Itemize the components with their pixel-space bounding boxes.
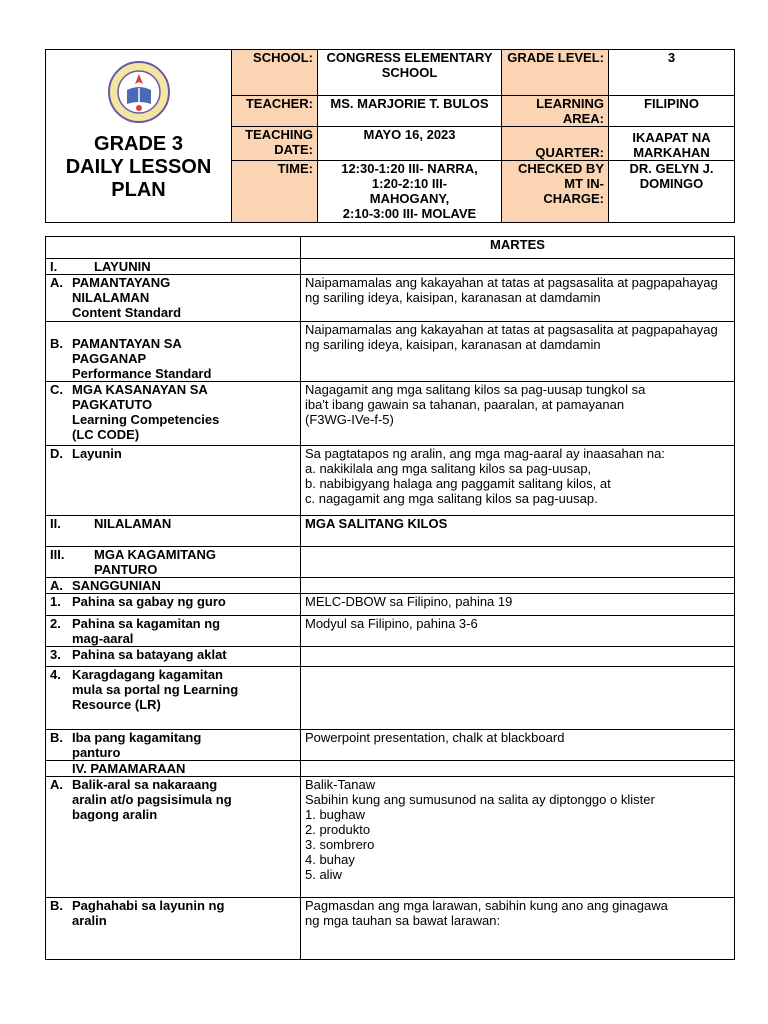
- time-label: TIME:: [232, 161, 318, 223]
- item-number: D.: [50, 446, 63, 461]
- item-label: Learning Competencies: [72, 412, 220, 427]
- learning-competencies-value: [301, 382, 735, 446]
- section-pamamaraan: IV. PAMAMARAAN: [46, 761, 301, 777]
- row-content-standard: [46, 275, 301, 322]
- item-label: PAMANTAYANG: [72, 275, 171, 290]
- item-label: Layunin: [72, 446, 122, 461]
- row-kagamitan-mag-aaral: [46, 616, 301, 647]
- section-number: I.: [50, 259, 58, 274]
- value-line: 3. sombrero: [305, 837, 375, 852]
- item-number: B.: [50, 898, 63, 913]
- header-table: [45, 49, 735, 223]
- section-label: MGA KAGAMITANG: [94, 547, 217, 562]
- row-balik-aral: [46, 777, 301, 898]
- layunin-value: [301, 446, 735, 516]
- item-label: Pahina sa kagamitan ng: [72, 616, 221, 631]
- row-batayang-aklat: [46, 647, 301, 667]
- row-gabay-guro: [46, 594, 301, 616]
- item-label: (LC CODE): [72, 427, 140, 442]
- page-title: [50, 133, 227, 202]
- row-iba-pang-kagamitan: [46, 730, 301, 761]
- item-number: B.: [50, 336, 63, 351]
- section-label: NILALAMAN: [94, 516, 172, 531]
- time-line: 12:30-1:20 III- NARRA,: [341, 161, 478, 176]
- item-label: SANGGUNIAN: [72, 578, 161, 593]
- section-label: LAYUNIN: [94, 259, 151, 274]
- row-sanggunian: [46, 578, 301, 594]
- row-learning-resource: [46, 667, 301, 730]
- quarter-value: IKAAPAT NA MARKAHAN: [609, 127, 735, 161]
- value-line: ng mga tauhan sa bawat larawan:: [305, 913, 501, 928]
- nilalaman-value: MGA SALITANG KILOS: [301, 516, 735, 547]
- school-label: SCHOOL:: [232, 50, 318, 96]
- iba-pang-kagamitan-value: Powerpoint presentation, chalk at blackboard: [301, 730, 735, 761]
- empty-cell: [301, 259, 735, 275]
- item-number: C.: [50, 382, 63, 397]
- value-line: c. nagagamit ang mga salitang kilos sa pag-uusap.: [305, 491, 598, 506]
- value-line: (F3WG-IVe-f-5): [305, 412, 394, 427]
- value-line: 2. produkto: [305, 822, 371, 837]
- empty-cell: [301, 761, 735, 777]
- row-paghahabi: [46, 898, 301, 960]
- item-number: 4.: [50, 667, 61, 682]
- value-line: b. nabibigyang halaga ang paggamit salitang kilos, at: [305, 476, 611, 491]
- title-cell: [46, 50, 232, 223]
- kagamitan-mag-aaral-value: Modyul sa Filipino, pahina 3-6: [301, 616, 735, 647]
- item-label: aralin: [72, 913, 107, 928]
- section-number: III.: [50, 547, 65, 562]
- item-label: Pahina sa gabay ng guro: [72, 594, 226, 609]
- value-line: iba't ibang gawain sa tahanan, paaralan, at pamayanan: [305, 397, 625, 412]
- item-label: Iba pang kagamitang: [72, 730, 202, 745]
- value-line: Sabihin kung ang sumusunod na salita ay diptonggo o klister: [305, 792, 655, 807]
- item-label: NILALAMAN: [72, 290, 150, 305]
- school-value: CONGRESS ELEMENTARY SCHOOL: [318, 50, 502, 96]
- time-line: 1:20-2:10 III-: [371, 176, 448, 191]
- performance-standard-value: Naipamamalas ang kakayahan at tatas at pagsasalita at pagpapahayag ng sariling ideya, kaisipan, karanasan at damdamin: [301, 322, 735, 382]
- value-line: 5. aliw: [305, 867, 342, 882]
- checked-by-label: CHECKED BY MT IN-CHARGE:: [502, 161, 609, 223]
- item-label: PAGGANAP: [72, 351, 147, 366]
- checked-by-value: DR. GELYN J. DOMINGO: [609, 161, 735, 223]
- item-label: aralin at/o pagsisimula ng: [72, 792, 232, 807]
- time-line: MAHOGANY,: [369, 191, 450, 206]
- time-value: [318, 161, 502, 223]
- item-number: 1.: [50, 594, 61, 609]
- item-label: PAGKATUTO: [72, 397, 153, 412]
- item-number: A.: [50, 275, 63, 290]
- value-line: 1. bughaw: [305, 807, 365, 822]
- item-label: mula sa portal ng Learning: [72, 682, 239, 697]
- quarter-label: QUARTER:: [502, 127, 609, 161]
- teacher-value: MS. MARJORIE T. BULOS: [318, 96, 502, 127]
- paghahabi-value: [301, 898, 735, 960]
- value-line: a. nakikilala ang mga salitang kilos sa pag-uusap,: [305, 461, 592, 476]
- section-number: II.: [50, 516, 61, 531]
- deped-seal-icon: [107, 60, 171, 124]
- title-line: PLAN: [111, 179, 166, 201]
- row-performance-standard: [46, 322, 301, 382]
- batayang-aklat-value: [301, 647, 735, 667]
- value-line: 4. buhay: [305, 852, 355, 867]
- learning-area-value: FILIPINO: [609, 96, 735, 127]
- section-label: PANTURO: [94, 562, 158, 577]
- item-number: A.: [50, 777, 63, 792]
- section-nilalaman: [46, 516, 301, 547]
- item-label: Karagdagang kagamitan: [72, 667, 223, 682]
- balik-aral-value: [301, 777, 735, 898]
- empty-cell: [46, 237, 301, 259]
- teaching-date-label: TEACHING DATE:: [232, 127, 318, 161]
- item-label: Content Standard: [72, 305, 182, 320]
- item-label: Paghahabi sa layunin ng: [72, 898, 225, 913]
- item-label: Pahina sa batayang aklat: [72, 647, 227, 662]
- value-line: Balik-Tanaw: [305, 777, 376, 792]
- title-line: DAILY LESSON: [65, 156, 212, 178]
- value-line: Sa pagtatapos ng aralin, ang mga mag-aaral ay inaasahan na:: [305, 446, 665, 461]
- teacher-label: TEACHER:: [232, 96, 318, 127]
- item-number: B.: [50, 730, 63, 745]
- row-layunin: [46, 446, 301, 516]
- learning-resource-value: [301, 667, 735, 730]
- section-layunin: [46, 259, 301, 275]
- value-line: Pagmasdan ang mga larawan, sabihin kung ano ang ginagawa: [305, 898, 668, 913]
- item-label: Balik-aral sa nakaraang: [72, 777, 218, 792]
- time-line: 2:10-3:00 III- MOLAVE: [342, 206, 477, 221]
- item-label: MGA KASANAYAN SA: [72, 382, 208, 397]
- lesson-table: [45, 236, 735, 960]
- learning-area-label: LEARNING AREA:: [502, 96, 609, 127]
- item-label: Resource (LR): [72, 697, 161, 712]
- empty-cell: [301, 547, 735, 578]
- item-number: 3.: [50, 647, 61, 662]
- item-label: Performance Standard: [72, 366, 212, 381]
- gabay-guro-value: MELC-DBOW sa Filipino, pahina 19: [301, 594, 735, 616]
- item-label: mag-aaral: [72, 631, 134, 646]
- row-learning-competencies: [46, 382, 301, 446]
- item-label: bagong aralin: [72, 807, 158, 822]
- section-kagamitang-panturo: [46, 547, 301, 578]
- value-line: Nagagamit ang mga salitang kilos sa pag-uusap tungkol sa: [305, 382, 646, 397]
- day-header: MARTES: [301, 237, 735, 259]
- teaching-date-value: MAYO 16, 2023: [318, 127, 502, 161]
- item-number: 2.: [50, 616, 61, 631]
- item-label: panturo: [72, 745, 121, 760]
- grade-level-value: 3: [609, 50, 735, 96]
- empty-cell: [301, 578, 735, 594]
- content-standard-value: Naipamamalas ang kakayahan at tatas at pagsasalita at pagpapahayag ng sariling ideya, kaisipan, karanasan at damdamin: [301, 275, 735, 322]
- title-line: GRADE 3: [94, 133, 183, 155]
- item-number: A.: [50, 578, 63, 593]
- grade-level-label: GRADE LEVEL:: [502, 50, 609, 96]
- item-label: PAMANTAYAN SA: [72, 336, 182, 351]
